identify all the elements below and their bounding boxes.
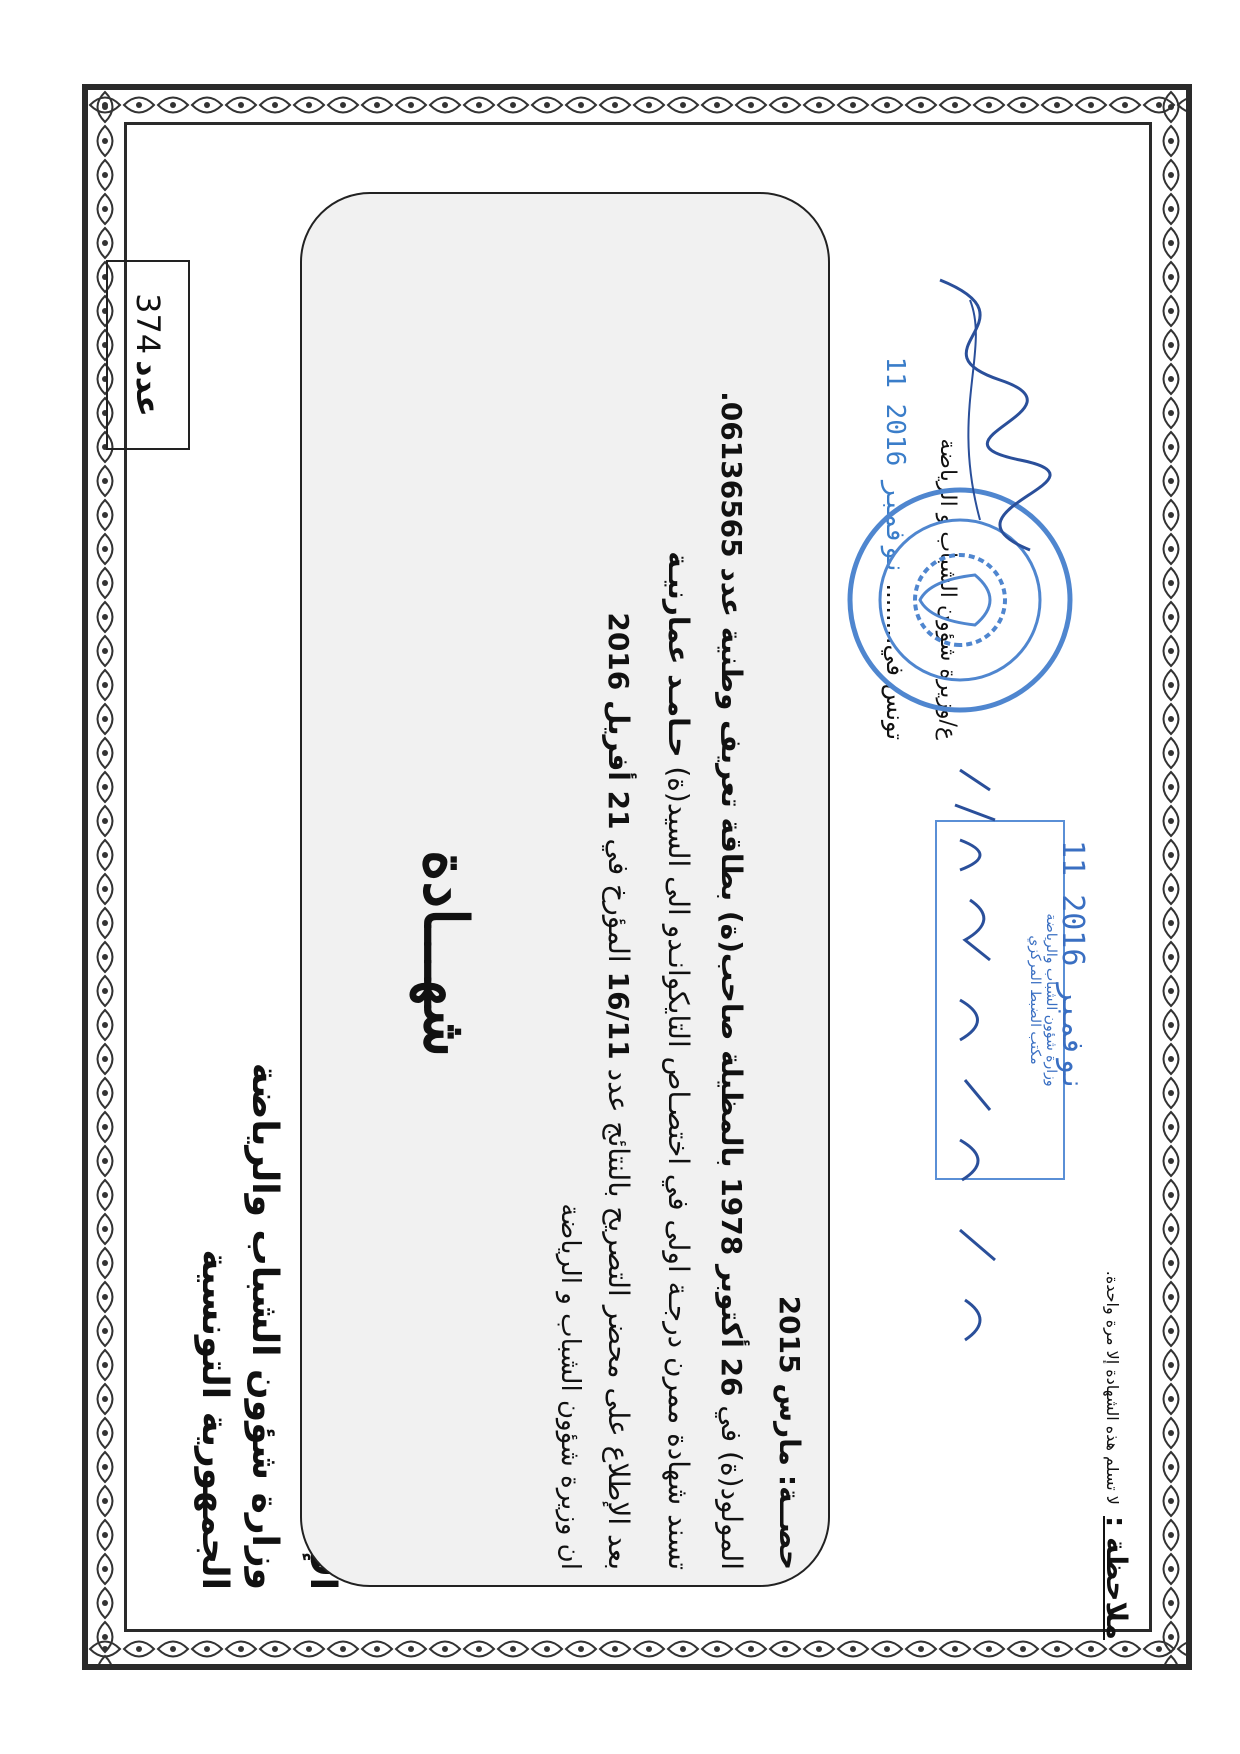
certificate-line-4 — [715, 391, 748, 1570]
number-value: 374 — [129, 293, 167, 355]
certificate-line-2 — [602, 500, 635, 1570]
signatory: ع/وزيرة شؤون الشباب و الرياضة — [935, 438, 960, 740]
place-label: تونس في — [881, 644, 909, 740]
signature — [900, 260, 1060, 560]
holder-name: حـامـد عمارنيـة — [662, 551, 695, 758]
line-4-pre: المولود(ة) في — [715, 1396, 748, 1570]
birth-date: 26 أكتوبر 1978 — [715, 1177, 748, 1397]
report-date: 21 أفريل 2016 — [602, 612, 635, 830]
issue-date-stamp: 11 نوفمبر 2016 — [880, 356, 910, 576]
place-dots: ........ — [881, 583, 909, 645]
note-text: لا تسلم هذه الشهادة إلا مرة واحدة. — [1103, 1270, 1122, 1505]
line-4-mid: بالمظيلة صاحب(ة) بطاقة تعريف وطنية عدد — [715, 557, 748, 1178]
number-box — [106, 260, 190, 450]
number-label: عدد — [129, 360, 167, 417]
line-2-pre: بعد الإطلاع على محضر التصريح بالنتائج عدد — [602, 1059, 635, 1570]
note-label: ملاحظة : — [1100, 1516, 1133, 1640]
line-2-mid: المؤرخ في — [602, 829, 635, 972]
certificate-line-3 — [662, 480, 695, 1570]
header-republic: الجمهورية التونسية — [194, 1249, 235, 1590]
report-number: 16/11 — [602, 971, 635, 1060]
registry-date-stamp: 11 نوفمبر 2016 — [1055, 840, 1090, 1093]
session-label: حصــة: — [773, 1474, 806, 1570]
header-ministry: وزارة شؤون الشباب والرياضة — [244, 1062, 285, 1590]
line-1-text: ان وزيرة شؤون الشباب و الرياضة — [555, 1203, 585, 1570]
note — [1100, 1080, 1133, 1640]
session-value: مارس 2015 — [773, 1295, 806, 1466]
stamp-org-2: مكتب الضبط المركزي — [1027, 935, 1043, 1065]
certificate-line-1 — [555, 640, 585, 1570]
id-number: 06136565. — [715, 391, 748, 558]
certificate-title: شهـــادة — [410, 850, 480, 1058]
certificate-line-5 — [773, 930, 806, 1570]
handwritten-note — [930, 760, 1010, 1360]
line-3-text: تسند شهادة ممرن درجـة اولى في اختصـاص التايكوانـدو الى السيد(ة) — [662, 757, 695, 1570]
stamp-org-1: وزارة شؤون الشباب والرياضة — [1043, 913, 1059, 1087]
